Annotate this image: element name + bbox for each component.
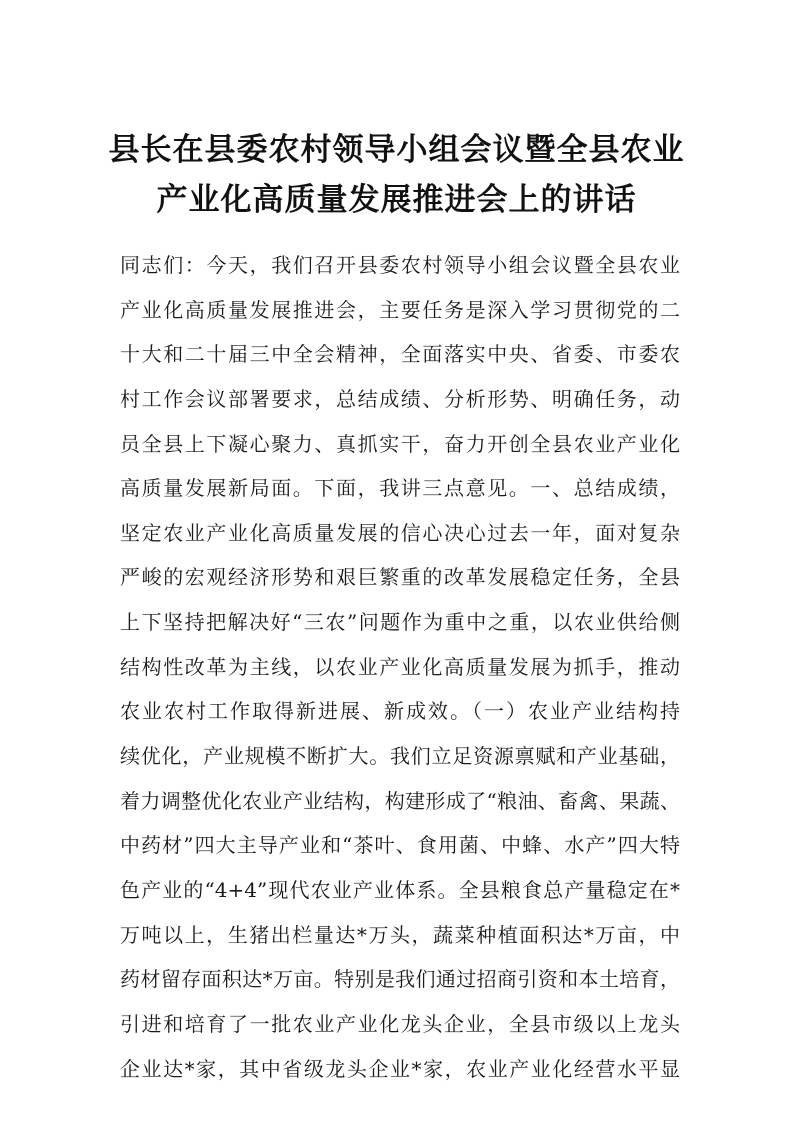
body-line: 产业化高质量发展推进会，主要任务是深入学习贯彻党的二	[120, 297, 680, 322]
body-line: 续优化，产业规模不断扩大。我们立足资源禀赋和产业基础，	[120, 744, 680, 769]
body-line: 同志们：今天，我们召开县委农村领导小组会议暨全县农业	[120, 253, 680, 277]
body-line: 色产业的“4+4”现代农业产业体系。全县粮食总产量稳定在*	[120, 877, 680, 902]
body-line: 坚定农业产业化高质量发展的信心决心过去一年，面对复杂	[120, 520, 680, 545]
body-line: 中药材”四大主导产业和“茶叶、食用菌、中蜂、水产”四大特	[120, 833, 680, 858]
body-line: 结构性改革为主线，以农业产业化高质量发展为抓手，推动	[120, 654, 680, 679]
document-title-line-1: 县长在县委农村领导小组会议暨全县农业	[108, 132, 685, 168]
body-line: 村工作会议部署要求，总结成绩、分析形势、明确任务，动	[120, 386, 680, 411]
body-line: 着力调整优化农业产业结构，构建形成了“粮油、畜禽、果蔬、	[120, 788, 680, 813]
body-line: 万吨以上，生猪出栏量达*万头，蔬菜种植面积达*万亩，中	[120, 922, 680, 947]
body-line: 严峻的宏观经济形势和艰巨繁重的改革发展稳定任务，全县	[120, 565, 680, 590]
body-line: 十大和二十届三中全会精神，全面落实中央、省委、市委农	[120, 342, 680, 367]
body-line: 引进和培育了一批农业产业化龙头企业，全县市级以上龙头	[120, 1011, 680, 1036]
document-title-line-2: 产业化高质量发展推进会上的讲话	[156, 182, 637, 218]
body-line: 企业达*家，其中省级龙头企业*家，农业产业化经营水平显	[120, 1056, 680, 1081]
body-line: 高质量发展新局面。下面，我讲三点意见。一、总结成绩，	[120, 476, 680, 501]
body-line: 上下坚持把解决好“三农”问题作为重中之重，以农业供给侧	[120, 610, 680, 635]
body-line: 农业农村工作取得新进展、新成效。（一）农业产业结构持	[120, 699, 680, 724]
body-line: 药材留存面积达*万亩。特别是我们通过招商引资和本土培育，	[120, 967, 680, 992]
document-body	[120, 243, 680, 1091]
body-line: 员全县上下凝心聚力、真抓实干，奋力开创全县农业产业化	[120, 431, 680, 456]
